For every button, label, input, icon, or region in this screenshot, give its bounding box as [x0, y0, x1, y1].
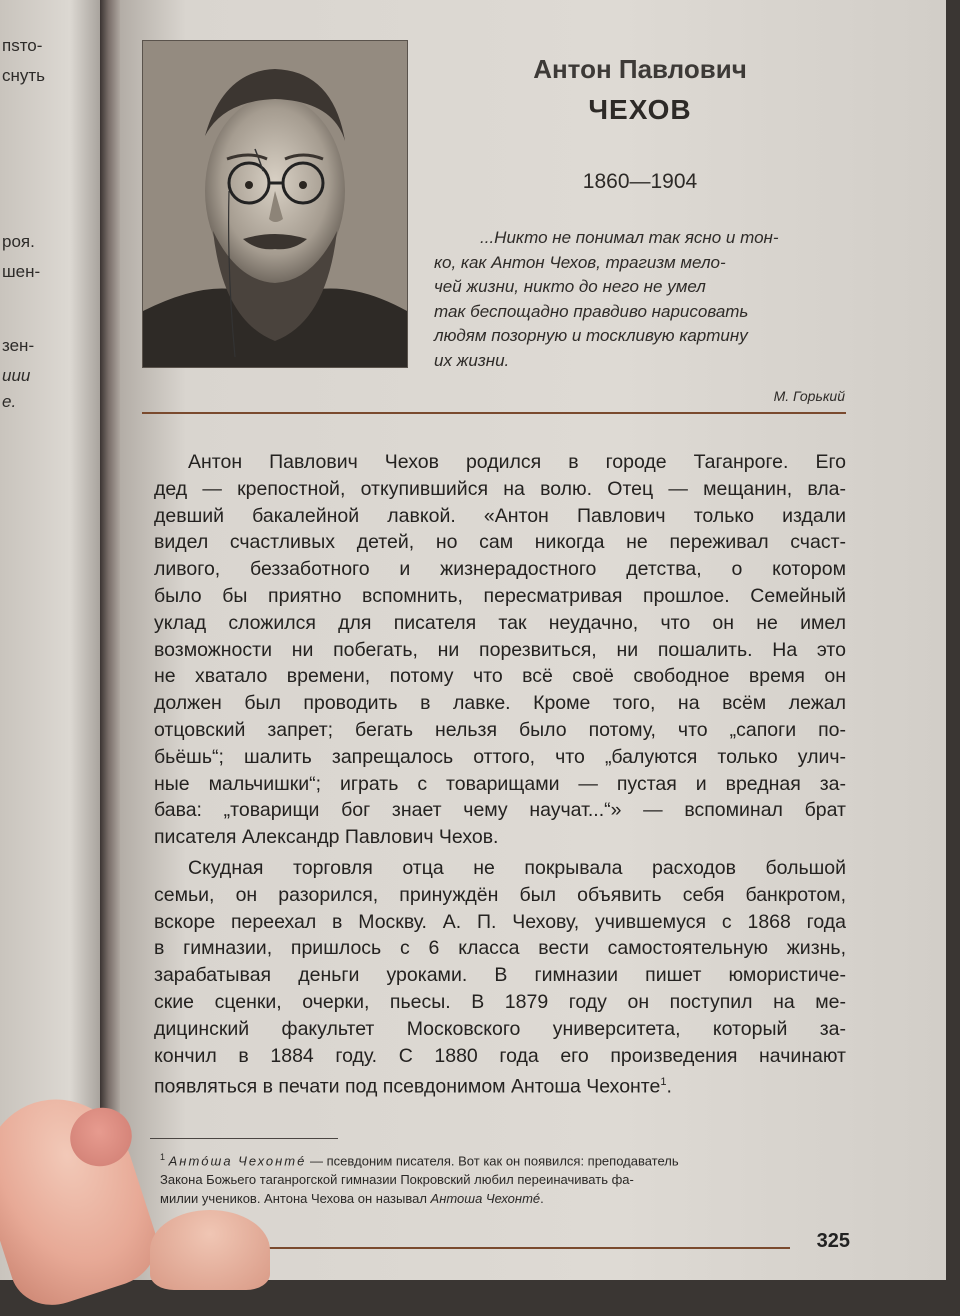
epigraph-line: так беспощадно правдиво нарисовать [434, 301, 749, 321]
footnote-marker: 1 [160, 1152, 166, 1162]
page-number: 325 [816, 1230, 850, 1252]
author-portrait [142, 40, 408, 368]
header-divider [142, 412, 846, 414]
finger [150, 1210, 270, 1290]
left-page-fragment: пsто- [2, 36, 43, 55]
author-first-name: Антон Павлович [533, 54, 747, 84]
text-line: девший бакалейной лавкой. «Антон Павлович только издали [154, 504, 846, 527]
footnote-term: Антóша Чехонтé [168, 1153, 307, 1169]
life-years: 1860—1904 [582, 170, 698, 193]
text-line: дед — крепостной, откупившийся на волю. Отец — мещанин, вла- [154, 477, 846, 500]
portrait-image [143, 41, 407, 367]
paragraph-2 [154, 855, 846, 1101]
left-page-fragment: зен- [2, 336, 35, 355]
epigraph-line: ко, как Антон Чехов, трагизм мело- [434, 252, 726, 272]
footnote-line: Закона Божьего таганрогской гимназии Покровский любил переиначивать фа- [160, 1172, 634, 1188]
author-surname: ЧЕХОВ [588, 94, 692, 125]
text-line: появляться в печати под псевдонимом Антоша Чехонте$^1$. [154, 1075, 672, 1098]
text-line: Антон Павлович Чехов родился в городе Таганроге. Его [188, 451, 846, 473]
footnote-reference[interactable]: 1 [660, 1076, 667, 1089]
footnote-text: . [540, 1191, 544, 1207]
text-line: вскоре переехал в Москву. А. П. Чехову, учившемуся с 1868 года [154, 910, 846, 933]
footnote-text: — псевдоним писателя. Вот как он появился: преподаватель [306, 1153, 679, 1169]
left-page-fragment: роя. [2, 232, 35, 251]
left-page-fragment: снуть [2, 66, 46, 85]
epigraph-author: М. Горький [773, 388, 845, 404]
text-line: возможности ни побегать, ни порезвиться, ни пошалить. На это [154, 638, 846, 661]
left-page-edge [0, 0, 100, 1280]
epigraph-line: людям позорную и тоскливую картину [434, 326, 748, 345]
footnote-line [160, 1189, 848, 1208]
footnote-italic: Антоша Чехонтé [430, 1191, 541, 1207]
text-line: бава: „товарищи бог знает чему научат...“» — вспоминал брат [154, 799, 846, 822]
text-line: было бы приятно вспомнить, пересматривая прошлое. Семейный [154, 584, 846, 607]
footnote-line [160, 1148, 848, 1170]
text-line-content: появляться в печати под псевдонимом Антоша Чехонте [154, 1075, 661, 1098]
epigraph-line: их жизни. [434, 350, 510, 370]
text-line: видел счастливых детей, но сам никогда не переживал счаст- [154, 531, 846, 554]
text-line: семьи, он разорился, принуждён был объявить себя банкротом, [154, 883, 846, 906]
epigraph-line: ...Никто не понимал так ясно и тон- [480, 228, 779, 247]
book-spine [100, 0, 122, 1280]
left-page-fragment: шен- [2, 262, 41, 281]
main-text [154, 449, 846, 1101]
footnote [160, 1148, 848, 1208]
text-line: писателя Александр Павлович Чехов. [154, 826, 499, 849]
epigraph [434, 226, 846, 373]
text-line: не хватало времени, потому что всё своё свободное время он [154, 665, 846, 688]
text-line: в гимназии, пришлось с 6 класса вести самостоятельную жизнь, [154, 937, 846, 960]
footnote-divider [150, 1138, 338, 1139]
text-line: ные мальчишки“; играть с товарищами — пустая и вредная за- [154, 772, 846, 795]
text-line: отцовский запрет; бегать нельзя было потому, что „сапоги по- [154, 718, 846, 741]
text-line: ливого, беззаботного и жизнерадостного детства, о котором [154, 558, 846, 581]
text-line: должен был проводить в лавке. Кроме того, на всём лежал [154, 692, 846, 715]
left-page-fragment: е. [2, 392, 17, 411]
book-page [120, 0, 946, 1280]
text-line: уклад сложился для писателя так неудачно, что он не имел [154, 611, 846, 634]
footnote-text: милии учеников. Антона Чехова он называл [160, 1191, 431, 1207]
text-line: зарабатывая деньги уроками. В гимназии пишет юмористиче- [154, 964, 846, 987]
epigraph-line: чей жизни, никто до него не умел [434, 277, 706, 296]
text-line: Скудная торговля отца не покрывала расходов большой [188, 856, 846, 879]
text-line: кончил в 1884 году. С 1880 года его произведения начинают [154, 1044, 846, 1067]
text-line: ские сценки, очерки, пьесы. В 1879 году он поступил на ме- [154, 990, 846, 1013]
text-line: дицинский факультет Московского университета, который за- [154, 1017, 846, 1040]
left-page-fragment: иии [2, 366, 31, 385]
text-line: бьёшь“; шалить запрещалось оттого, что „балуются только улич- [154, 745, 846, 768]
